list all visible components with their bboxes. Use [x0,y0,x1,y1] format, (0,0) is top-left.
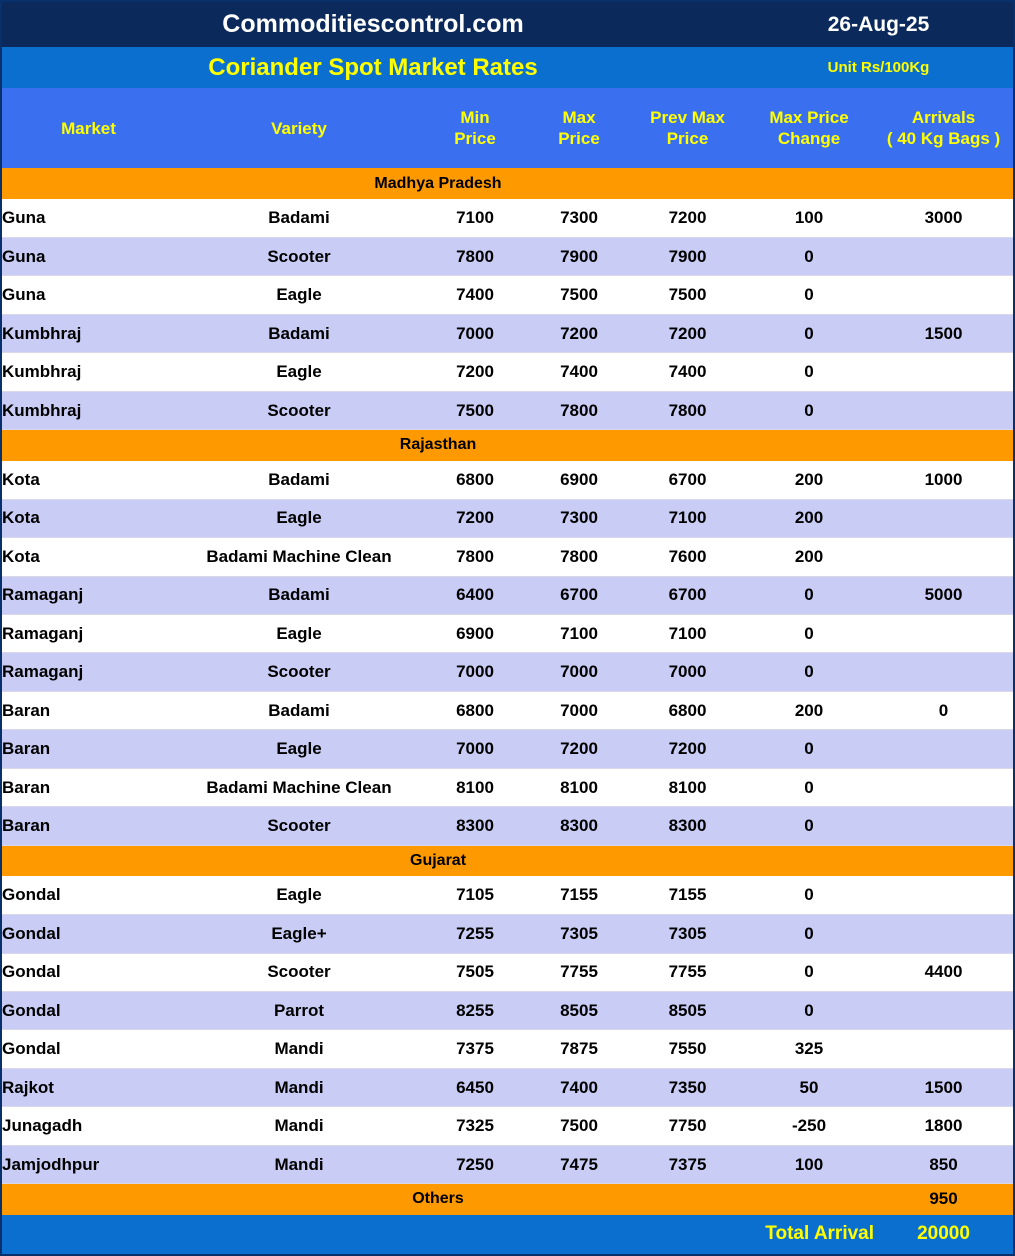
cell-max: 7400 [527,1068,631,1106]
unit-label: Unit Rs/100Kg [744,47,1013,88]
region-label: Gujarat [2,845,874,876]
cell-variety: Badami [175,314,423,352]
cell-min: 7100 [423,199,527,237]
cell-arrivals [874,614,1013,652]
cell-market: Ramaganj [2,653,175,691]
cell-market: Junagadh [2,1107,175,1145]
col-header-variety-line: Variety [271,118,327,138]
total-arrival-label: Total Arrival [765,1223,875,1245]
cell-change: 50 [744,1068,874,1106]
cell-max: 7000 [527,691,631,729]
cell-prev-max: 7155 [631,876,744,914]
cell-market: Gondal [2,1030,175,1068]
table-row [2,1068,1013,1106]
cell-market: Gondal [2,915,175,953]
table-row [2,391,1013,429]
col-header-min-line: Min [460,107,490,127]
cell-variety: Scooter [175,953,423,991]
cell-change: 0 [744,991,874,1029]
cell-change: 0 [744,276,874,314]
cell-change: 200 [744,538,874,576]
total-row [2,1215,1013,1254]
col-header-prev-max-line: Prev Max [650,107,725,127]
cell-prev-max: 7750 [631,1107,744,1145]
cell-max: 7100 [527,614,631,652]
cell-min: 7200 [423,353,527,391]
region-arrivals-value [874,845,1013,876]
region-row [2,430,1013,461]
cell-market: Baran [2,730,175,768]
cell-arrivals [874,499,1013,537]
cell-variety: Badami Machine Clean [175,538,423,576]
cell-arrivals [874,538,1013,576]
cell-prev-max: 7100 [631,499,744,537]
cell-variety: Badami [175,199,423,237]
cell-min: 6900 [423,614,527,652]
cell-change: 200 [744,499,874,537]
cell-variety: Mandi [175,1145,423,1183]
cell-market: Baran [2,807,175,845]
table-row [2,314,1013,352]
cell-min: 7200 [423,499,527,537]
cell-arrivals: 1000 [874,461,1013,499]
cell-change: 0 [744,730,874,768]
col-header-min-line: Price [454,129,496,149]
cell-market: Guna [2,276,175,314]
cell-arrivals: 0 [874,691,1013,729]
col-header-market [2,88,175,168]
cell-change: 0 [744,653,874,691]
cell-arrivals [874,353,1013,391]
cell-max: 7400 [527,353,631,391]
col-header-min [423,88,527,168]
cell-min: 6800 [423,691,527,729]
cell-min: 7505 [423,953,527,991]
cell-max: 6700 [527,576,631,614]
cell-min: 7000 [423,730,527,768]
cell-prev-max: 7600 [631,538,744,576]
cell-variety: Eagle [175,614,423,652]
cell-min: 6800 [423,461,527,499]
col-header-change-line: Change [777,129,841,149]
cell-change: 0 [744,614,874,652]
region-arrivals-value: 950 [874,1184,1013,1215]
cell-prev-max: 6800 [631,691,744,729]
table-row [2,915,1013,953]
cell-variety: Eagle [175,353,423,391]
col-header-arrivals-line: ( 40 Kg Bags ) [886,129,1001,149]
col-header-change [744,88,874,168]
col-header-max-line: Price [558,129,600,149]
cell-market: Kota [2,499,175,537]
cell-variety: Badami [175,576,423,614]
cell-prev-max: 7100 [631,614,744,652]
table-row [2,199,1013,237]
cell-arrivals [874,653,1013,691]
col-header-market-line: Market [61,118,116,138]
cell-market: Gondal [2,991,175,1029]
cell-market: Kumbhraj [2,314,175,352]
cell-change: 325 [744,1030,874,1068]
cell-min: 6400 [423,576,527,614]
cell-arrivals [874,391,1013,429]
cell-change: 0 [744,876,874,914]
cell-arrivals: 3000 [874,199,1013,237]
table-row [2,353,1013,391]
cell-variety: Eagle [175,730,423,768]
cell-market: Kumbhraj [2,353,175,391]
cell-change: 0 [744,237,874,275]
cell-max: 7755 [527,953,631,991]
cell-max: 7300 [527,499,631,537]
cell-variety: Eagle [175,276,423,314]
cell-min: 7800 [423,538,527,576]
cell-prev-max: 7350 [631,1068,744,1106]
cell-change: 100 [744,1145,874,1183]
cell-change: 100 [744,199,874,237]
cell-max: 7900 [527,237,631,275]
cell-variety: Mandi [175,1107,423,1145]
region-label: Rajasthan [2,430,874,461]
cell-min: 7400 [423,276,527,314]
cell-change: -250 [744,1107,874,1145]
cell-market: Ramaganj [2,576,175,614]
table-row [2,768,1013,806]
cell-market: Guna [2,199,175,237]
cell-market: Kota [2,538,175,576]
table-row [2,1030,1013,1068]
cell-max: 7800 [527,538,631,576]
cell-max: 8100 [527,768,631,806]
cell-arrivals [874,876,1013,914]
col-header-arrivals [874,88,1013,168]
cell-prev-max: 6700 [631,461,744,499]
cell-arrivals [874,1030,1013,1068]
region-label: Others [2,1184,874,1215]
cell-max: 7200 [527,314,631,352]
cell-arrivals: 1800 [874,1107,1013,1145]
table-row [2,876,1013,914]
col-header-prev-max [631,88,744,168]
table-row [2,237,1013,275]
rates-table [2,2,1013,1254]
cell-prev-max: 7400 [631,353,744,391]
report-date: 26-Aug-25 [744,2,1013,47]
cell-max: 7800 [527,391,631,429]
cell-prev-max: 7200 [631,314,744,352]
cell-prev-max: 8100 [631,768,744,806]
cell-prev-max: 7200 [631,730,744,768]
cell-change: 0 [744,576,874,614]
cell-market: Kota [2,461,175,499]
cell-change: 0 [744,768,874,806]
cell-change: 0 [744,953,874,991]
cell-prev-max: 7375 [631,1145,744,1183]
cell-max: 7155 [527,876,631,914]
col-header-arrivals-line: Arrivals [911,107,976,127]
col-header-change-line: Max Price [769,107,849,127]
table-row [2,461,1013,499]
cell-change: 0 [744,915,874,953]
region-arrivals-value [874,168,1013,199]
cell-change: 0 [744,807,874,845]
cell-prev-max: 7900 [631,237,744,275]
cell-arrivals [874,991,1013,1029]
cell-arrivals: 1500 [874,314,1013,352]
cell-arrivals [874,915,1013,953]
cell-max: 7300 [527,199,631,237]
cell-min: 7105 [423,876,527,914]
cell-variety: Parrot [175,991,423,1029]
cell-min: 7500 [423,391,527,429]
cell-prev-max: 7305 [631,915,744,953]
subtitle-bar [2,47,1013,88]
table-row [2,614,1013,652]
cell-min: 8100 [423,768,527,806]
cell-change: 200 [744,461,874,499]
cell-min: 7000 [423,314,527,352]
cell-prev-max: 8300 [631,807,744,845]
site-title: Commoditiescontrol.com [222,10,524,39]
cell-market: Gondal [2,876,175,914]
cell-arrivals [874,730,1013,768]
cell-min: 7375 [423,1030,527,1068]
cell-prev-max: 7755 [631,953,744,991]
cell-variety: Eagle [175,499,423,537]
cell-min: 7000 [423,653,527,691]
cell-variety: Badami [175,691,423,729]
cell-variety: Scooter [175,653,423,691]
cell-market: Ramaganj [2,614,175,652]
page-title: Coriander Spot Market Rates [208,53,538,81]
table-row [2,499,1013,537]
region-row [2,845,1013,876]
cell-arrivals [874,807,1013,845]
table-row [2,538,1013,576]
cell-max: 8300 [527,807,631,845]
cell-max: 7500 [527,276,631,314]
cell-market: Kumbhraj [2,391,175,429]
cell-max: 7000 [527,653,631,691]
cell-prev-max: 6700 [631,576,744,614]
cell-arrivals: 5000 [874,576,1013,614]
table-row [2,953,1013,991]
cell-arrivals: 850 [874,1145,1013,1183]
cell-prev-max: 7000 [631,653,744,691]
cell-min: 7250 [423,1145,527,1183]
cell-arrivals [874,237,1013,275]
cell-variety: Eagle [175,876,423,914]
cell-variety: Eagle+ [175,915,423,953]
region-row [2,1184,1013,1215]
cell-market: Rajkot [2,1068,175,1106]
cell-prev-max: 7800 [631,391,744,429]
table-row [2,730,1013,768]
table-row [2,1145,1013,1183]
region-arrivals-value [874,430,1013,461]
table-row [2,807,1013,845]
col-header-max-line: Max [562,107,596,127]
cell-variety: Scooter [175,237,423,275]
table-row [2,276,1013,314]
cell-max: 7200 [527,730,631,768]
region-label: Madhya Pradesh [2,168,874,199]
cell-max: 7475 [527,1145,631,1183]
cell-change: 200 [744,691,874,729]
col-header-variety [175,88,423,168]
cell-min: 8300 [423,807,527,845]
cell-variety: Badami Machine Clean [175,768,423,806]
table-row [2,1107,1013,1145]
cell-variety: Scooter [175,391,423,429]
col-header-prev-max-line: Price [666,129,709,149]
cell-market: Jamjodhpur [2,1145,175,1183]
cell-max: 7875 [527,1030,631,1068]
table-row [2,691,1013,729]
col-header-max [527,88,631,168]
table-row [2,576,1013,614]
cell-arrivals [874,768,1013,806]
table-row [2,991,1013,1029]
cell-arrivals: 1500 [874,1068,1013,1106]
cell-prev-max: 8505 [631,991,744,1029]
cell-prev-max: 7500 [631,276,744,314]
cell-market: Guna [2,237,175,275]
region-row [2,168,1013,199]
total-arrival-value: 20000 [874,1215,1013,1254]
cell-variety: Mandi [175,1068,423,1106]
column-header-row [2,88,1013,168]
cell-change: 0 [744,353,874,391]
cell-max: 7500 [527,1107,631,1145]
cell-min: 8255 [423,991,527,1029]
cell-variety: Scooter [175,807,423,845]
table-row [2,653,1013,691]
cell-min: 7255 [423,915,527,953]
cell-arrivals: 4400 [874,953,1013,991]
cell-change: 0 [744,314,874,352]
cell-variety: Badami [175,461,423,499]
cell-max: 8505 [527,991,631,1029]
cell-min: 6450 [423,1068,527,1106]
cell-market: Baran [2,691,175,729]
cell-min: 7800 [423,237,527,275]
cell-variety: Mandi [175,1030,423,1068]
cell-prev-max: 7550 [631,1030,744,1068]
cell-prev-max: 7200 [631,199,744,237]
title-bar [2,2,1013,47]
cell-market: Gondal [2,953,175,991]
cell-change: 0 [744,391,874,429]
cell-max: 7305 [527,915,631,953]
cell-min: 7325 [423,1107,527,1145]
cell-arrivals [874,276,1013,314]
cell-market: Baran [2,768,175,806]
cell-max: 6900 [527,461,631,499]
